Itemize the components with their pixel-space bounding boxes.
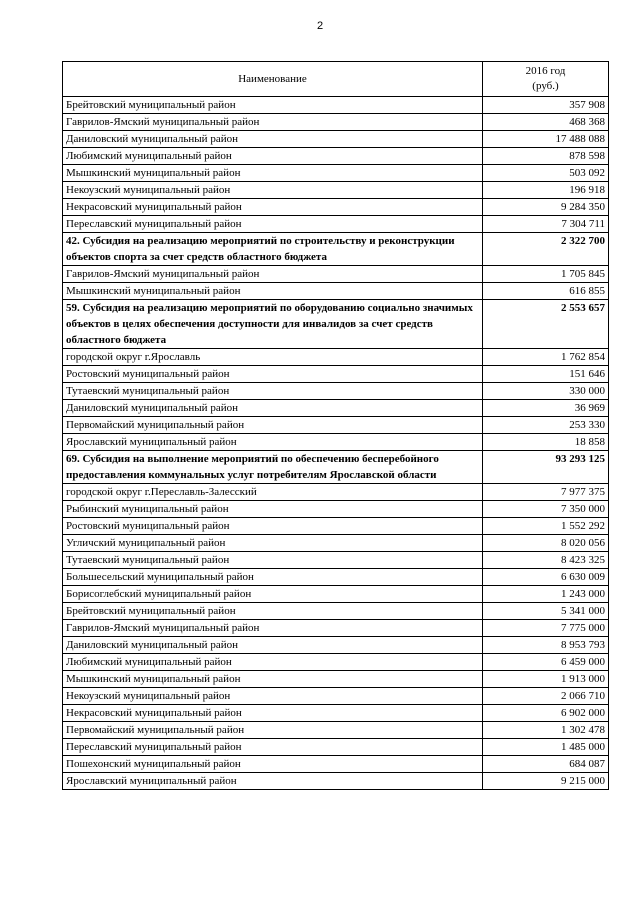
row-name: Угличский муниципальный район (63, 535, 483, 552)
row-amount: 6 459 000 (483, 654, 609, 671)
table-row (63, 705, 609, 722)
row-name: Большесельский муниципальный район (63, 569, 483, 586)
row-name: Гаврилов-Ямский муниципальный район (63, 114, 483, 131)
table-row (63, 131, 609, 148)
table-row (63, 349, 609, 366)
row-amount: 9 215 000 (483, 773, 609, 790)
table-row (63, 182, 609, 199)
row-name: Некрасовский муниципальный район (63, 199, 483, 216)
row-amount: 18 858 (483, 434, 609, 451)
row-amount: 151 646 (483, 366, 609, 383)
section-title: 42. Субсидия на реализацию мероприятий по строительству и реконструкции объектов спорта за счет средств областного бюджета (63, 233, 483, 266)
row-name: Даниловский муниципальный район (63, 131, 483, 148)
row-name: Мышкинский муниципальный район (63, 165, 483, 182)
budget-table (62, 61, 609, 790)
table-row (63, 518, 609, 535)
table-row (63, 383, 609, 400)
row-name: Мышкинский муниципальный район (63, 671, 483, 688)
row-name: Первомайский муниципальный район (63, 722, 483, 739)
section-total: 2 322 700 (483, 233, 609, 266)
header-row (63, 62, 609, 97)
row-name: Тутаевский муниципальный район (63, 383, 483, 400)
table-row (63, 722, 609, 739)
table-row (63, 620, 609, 637)
row-amount: 1 762 854 (483, 349, 609, 366)
row-name: Гаврилов-Ямский муниципальный район (63, 266, 483, 283)
row-name: Переславский муниципальный район (63, 739, 483, 756)
table-row (63, 535, 609, 552)
row-amount: 17 488 088 (483, 131, 609, 148)
row-name: Пошехонский муниципальный район (63, 756, 483, 773)
row-name: Первомайский муниципальный район (63, 417, 483, 434)
row-amount: 253 330 (483, 417, 609, 434)
header-year-unit: (руб.) (532, 80, 559, 92)
table-row (63, 199, 609, 216)
table-row (63, 266, 609, 283)
row-amount: 468 368 (483, 114, 609, 131)
row-name: Переславский муниципальный район (63, 216, 483, 233)
row-amount: 8 423 325 (483, 552, 609, 569)
row-amount: 36 969 (483, 400, 609, 417)
row-amount: 878 598 (483, 148, 609, 165)
row-amount: 616 855 (483, 283, 609, 300)
table-row (63, 216, 609, 233)
table-row (63, 569, 609, 586)
header-name: Наименование (63, 62, 483, 97)
row-amount: 1 913 000 (483, 671, 609, 688)
section-row (63, 300, 609, 349)
section-total: 2 553 657 (483, 300, 609, 349)
table-row (63, 756, 609, 773)
header-year (483, 62, 609, 97)
row-amount: 196 918 (483, 182, 609, 199)
row-name: Борисоглебский муниципальный район (63, 586, 483, 603)
table-row (63, 148, 609, 165)
table-row (63, 688, 609, 705)
row-amount: 7 775 000 (483, 620, 609, 637)
table-row (63, 773, 609, 790)
row-name: Даниловский муниципальный район (63, 637, 483, 654)
table-row (63, 739, 609, 756)
page-number: 2 (316, 20, 324, 32)
table-row (63, 586, 609, 603)
row-amount: 7 304 711 (483, 216, 609, 233)
row-name: Любимский муниципальный район (63, 148, 483, 165)
row-amount: 8 953 793 (483, 637, 609, 654)
row-name: Рыбинский муниципальный район (63, 501, 483, 518)
row-amount: 8 020 056 (483, 535, 609, 552)
row-name: Некоузский муниципальный район (63, 688, 483, 705)
section-row (63, 233, 609, 266)
table-row (63, 603, 609, 620)
table-row (63, 417, 609, 434)
table-row (63, 671, 609, 688)
row-amount: 1 302 478 (483, 722, 609, 739)
row-amount: 1 705 845 (483, 266, 609, 283)
header-year-line1: 2016 год (525, 65, 566, 77)
row-name: городской округ г.Ярославль (63, 349, 483, 366)
row-amount: 357 908 (483, 97, 609, 114)
row-amount: 1 243 000 (483, 586, 609, 603)
table-row (63, 97, 609, 114)
table-row (63, 434, 609, 451)
row-amount: 5 341 000 (483, 603, 609, 620)
row-amount: 330 000 (483, 383, 609, 400)
table-row (63, 283, 609, 300)
row-amount: 503 092 (483, 165, 609, 182)
table-row (63, 114, 609, 131)
section-total: 93 293 125 (483, 451, 609, 484)
row-name: Любимский муниципальный район (63, 654, 483, 671)
row-name: Мышкинский муниципальный район (63, 283, 483, 300)
table-row (63, 552, 609, 569)
row-name: Ростовский муниципальный район (63, 366, 483, 383)
row-name: Тутаевский муниципальный район (63, 552, 483, 569)
table-row (63, 501, 609, 518)
row-amount: 6 902 000 (483, 705, 609, 722)
row-amount: 7 977 375 (483, 484, 609, 501)
section-title: 69. Субсидия на выполнение мероприятий по обеспечению бесперебойного предоставления коммунальных услуг потребителям Ярославской области (63, 451, 483, 484)
row-name: Ростовский муниципальный район (63, 518, 483, 535)
section-title: 59. Субсидия на реализацию мероприятий по оборудованию социально значимых объектов в целях обеспечения доступности для инвалидов за счет средств областного бюджета (63, 300, 483, 349)
row-amount: 1 552 292 (483, 518, 609, 535)
row-name: Даниловский муниципальный район (63, 400, 483, 417)
row-name: Брейтовский муниципальный район (63, 603, 483, 620)
row-name: Ярославский муниципальный район (63, 773, 483, 790)
row-amount: 684 087 (483, 756, 609, 773)
row-name: Брейтовский муниципальный район (63, 97, 483, 114)
row-name: Гаврилов-Ямский муниципальный район (63, 620, 483, 637)
table-row (63, 366, 609, 383)
table-row (63, 165, 609, 182)
table-row (63, 400, 609, 417)
row-name: городской округ г.Переславль-Залесский (63, 484, 483, 501)
row-amount: 9 284 350 (483, 199, 609, 216)
table-body (63, 97, 609, 790)
table-row (63, 654, 609, 671)
row-name: Некоузский муниципальный район (63, 182, 483, 199)
row-amount: 1 485 000 (483, 739, 609, 756)
section-row (63, 451, 609, 484)
row-amount: 7 350 000 (483, 501, 609, 518)
table-header (63, 62, 609, 97)
row-amount: 6 630 009 (483, 569, 609, 586)
row-amount: 2 066 710 (483, 688, 609, 705)
row-name: Ярославский муниципальный район (63, 434, 483, 451)
row-name: Некрасовский муниципальный район (63, 705, 483, 722)
table-row (63, 484, 609, 501)
table-row (63, 637, 609, 654)
